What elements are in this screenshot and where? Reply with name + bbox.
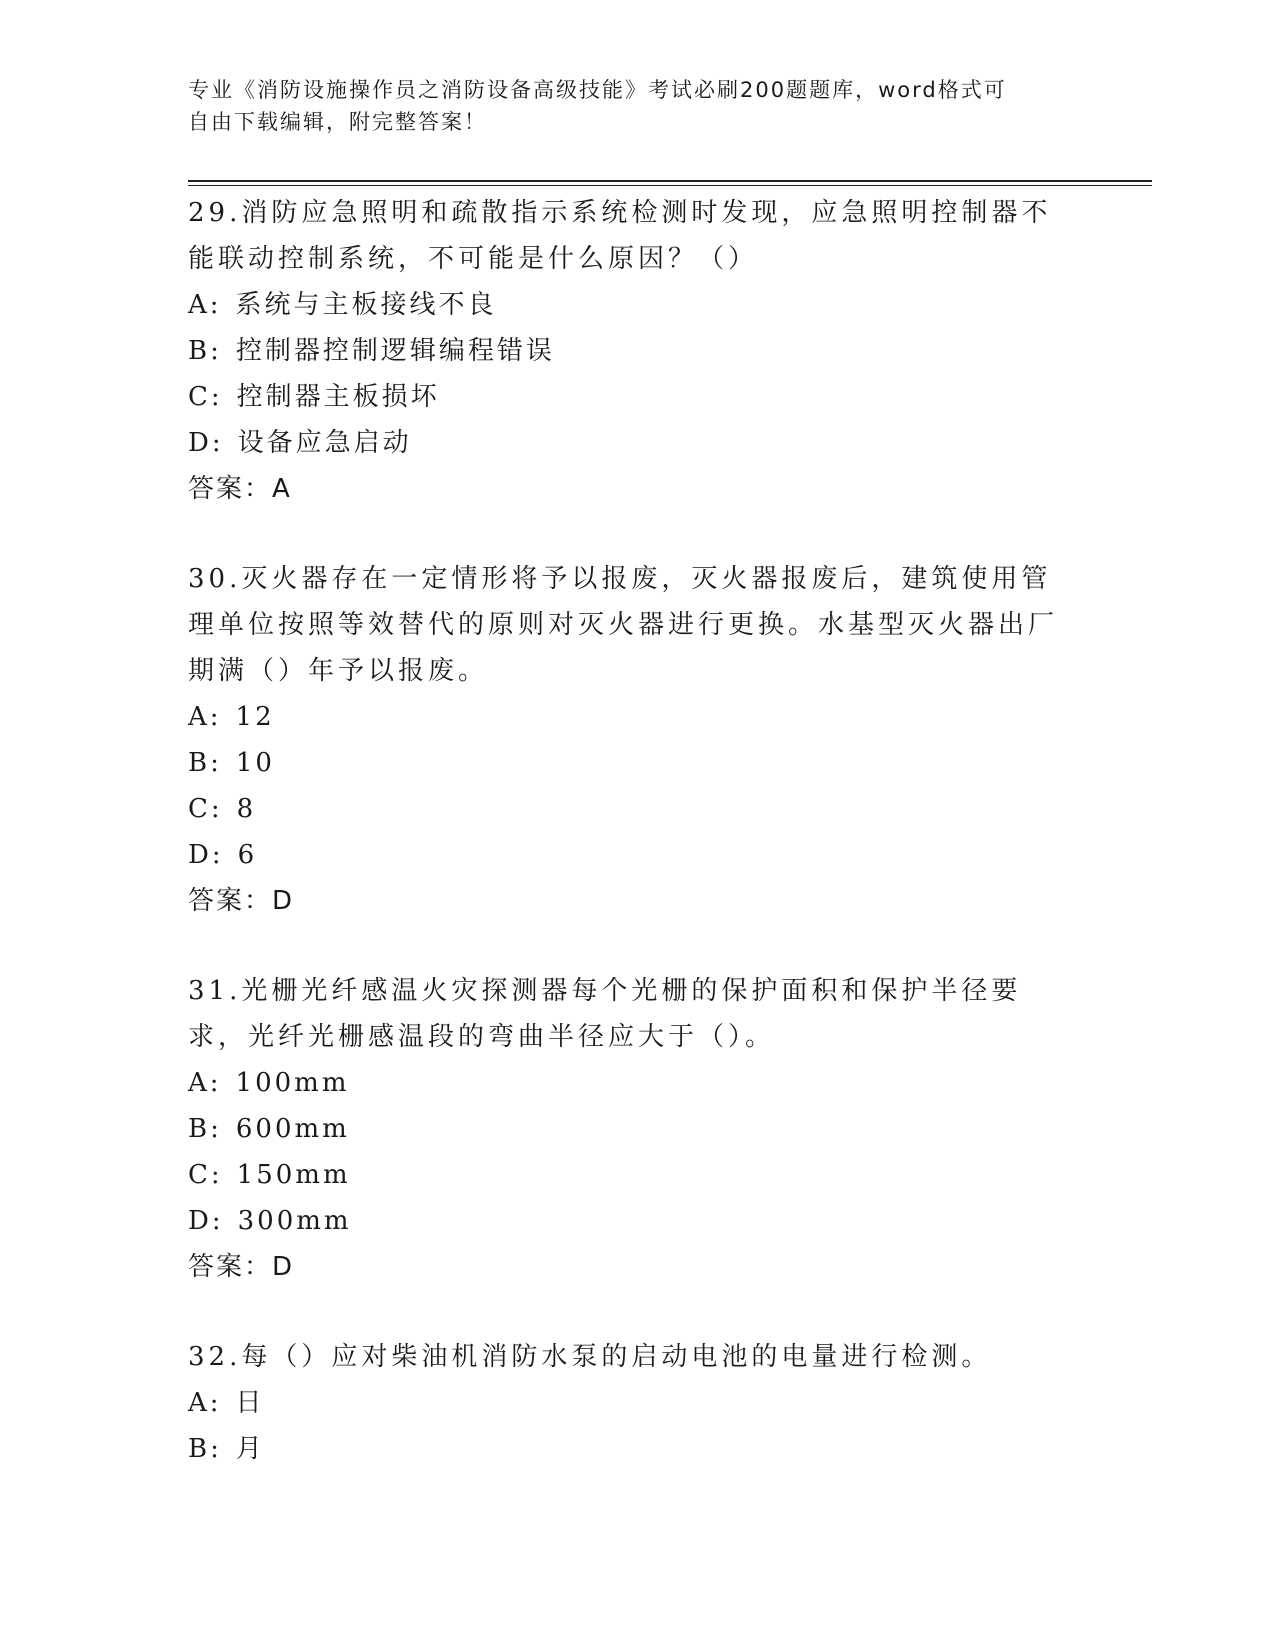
option-b: B: 控制器控制逻辑编程错误 [188, 328, 1088, 374]
header-line-2: 自由下载编辑，附完整答案！ [188, 110, 487, 134]
option-text: 设备应急启动 [237, 428, 412, 458]
option-b: B: 10 [188, 740, 1088, 786]
option-key: B [188, 748, 211, 778]
option-a: A: 100mm [188, 1060, 1088, 1106]
option-d: D: 设备应急启动 [188, 420, 1088, 466]
option-text: 日 [235, 1388, 265, 1418]
option-key: A [188, 290, 210, 320]
answer: 答案：D [188, 1252, 295, 1282]
option-c: C: 8 [188, 786, 1088, 832]
option-b: B: 月 [188, 1426, 1088, 1472]
option-key: B [188, 1114, 211, 1144]
option-c: C: 150mm [188, 1152, 1088, 1198]
option-text: 6 [237, 840, 258, 870]
option-text: 系统与主板接线不良 [235, 290, 497, 320]
option-text: 600mm [235, 1114, 350, 1144]
question-text: 30.灭火器存在一定情形将予以报废，灭火器报废后，建筑使用管理单位按照等效替代的原则对灭火器进行更换。水基型灭火器出厂期满（）年予以报废。 [188, 564, 1059, 686]
question-30 [188, 556, 1088, 924]
option-a: A: 系统与主板接线不良 [188, 282, 1088, 328]
question-31 [188, 968, 1088, 1290]
option-text: 100mm [235, 1068, 350, 1098]
option-text: 控制器主板损坏 [236, 382, 440, 412]
header-divider-thick [188, 180, 1152, 182]
option-key: C [188, 1160, 211, 1190]
question-text: 31.光栅光纤感温火灾探测器每个光栅的保护面积和保护半径要求，光纤光栅感温段的弯曲半径应大于（）。 [188, 976, 1022, 1052]
option-key: B [188, 1434, 211, 1464]
question-32 [188, 1334, 1088, 1472]
option-a: A: 12 [188, 694, 1088, 740]
option-text: 150mm [236, 1160, 351, 1190]
option-key: D [188, 840, 212, 870]
option-text: 10 [235, 748, 275, 778]
option-key: C [188, 382, 211, 412]
question-list [188, 190, 1088, 1516]
option-a: A: 日 [188, 1380, 1088, 1426]
option-text: 12 [235, 702, 275, 732]
option-d: D: 6 [188, 832, 1088, 878]
option-key: A [188, 1388, 210, 1418]
question-text: 32.每（）应对柴油机消防水泵的启动电池的电量进行检测。 [188, 1342, 992, 1372]
option-text: 控制器控制逻辑编程错误 [235, 336, 555, 366]
option-d: D: 300mm [188, 1198, 1088, 1244]
option-text: 8 [236, 794, 257, 824]
option-text: 300mm [237, 1206, 352, 1236]
option-key: C [188, 794, 211, 824]
answer: 答案：A [188, 474, 292, 504]
question-text: 29.消防应急照明和疏散指示系统检测时发现，应急照明控制器不能联动控制系统，不可能是什么原因？（） [188, 198, 1052, 274]
option-b: B: 600mm [188, 1106, 1088, 1152]
option-c: C: 控制器主板损坏 [188, 374, 1088, 420]
option-text: 月 [235, 1434, 265, 1464]
option-key: D [188, 1206, 212, 1236]
document-header [188, 74, 1068, 138]
header-line-1: 专业《消防设施操作员之消防设备高级技能》考试必刷200题题库，word格式可 [188, 78, 1007, 102]
answer: 答案：D [188, 886, 295, 916]
option-key: A [188, 1068, 210, 1098]
option-key: B [188, 336, 211, 366]
header-divider-thin [188, 185, 1152, 186]
question-29 [188, 190, 1088, 512]
option-key: D [188, 428, 212, 458]
option-key: A [188, 702, 210, 732]
